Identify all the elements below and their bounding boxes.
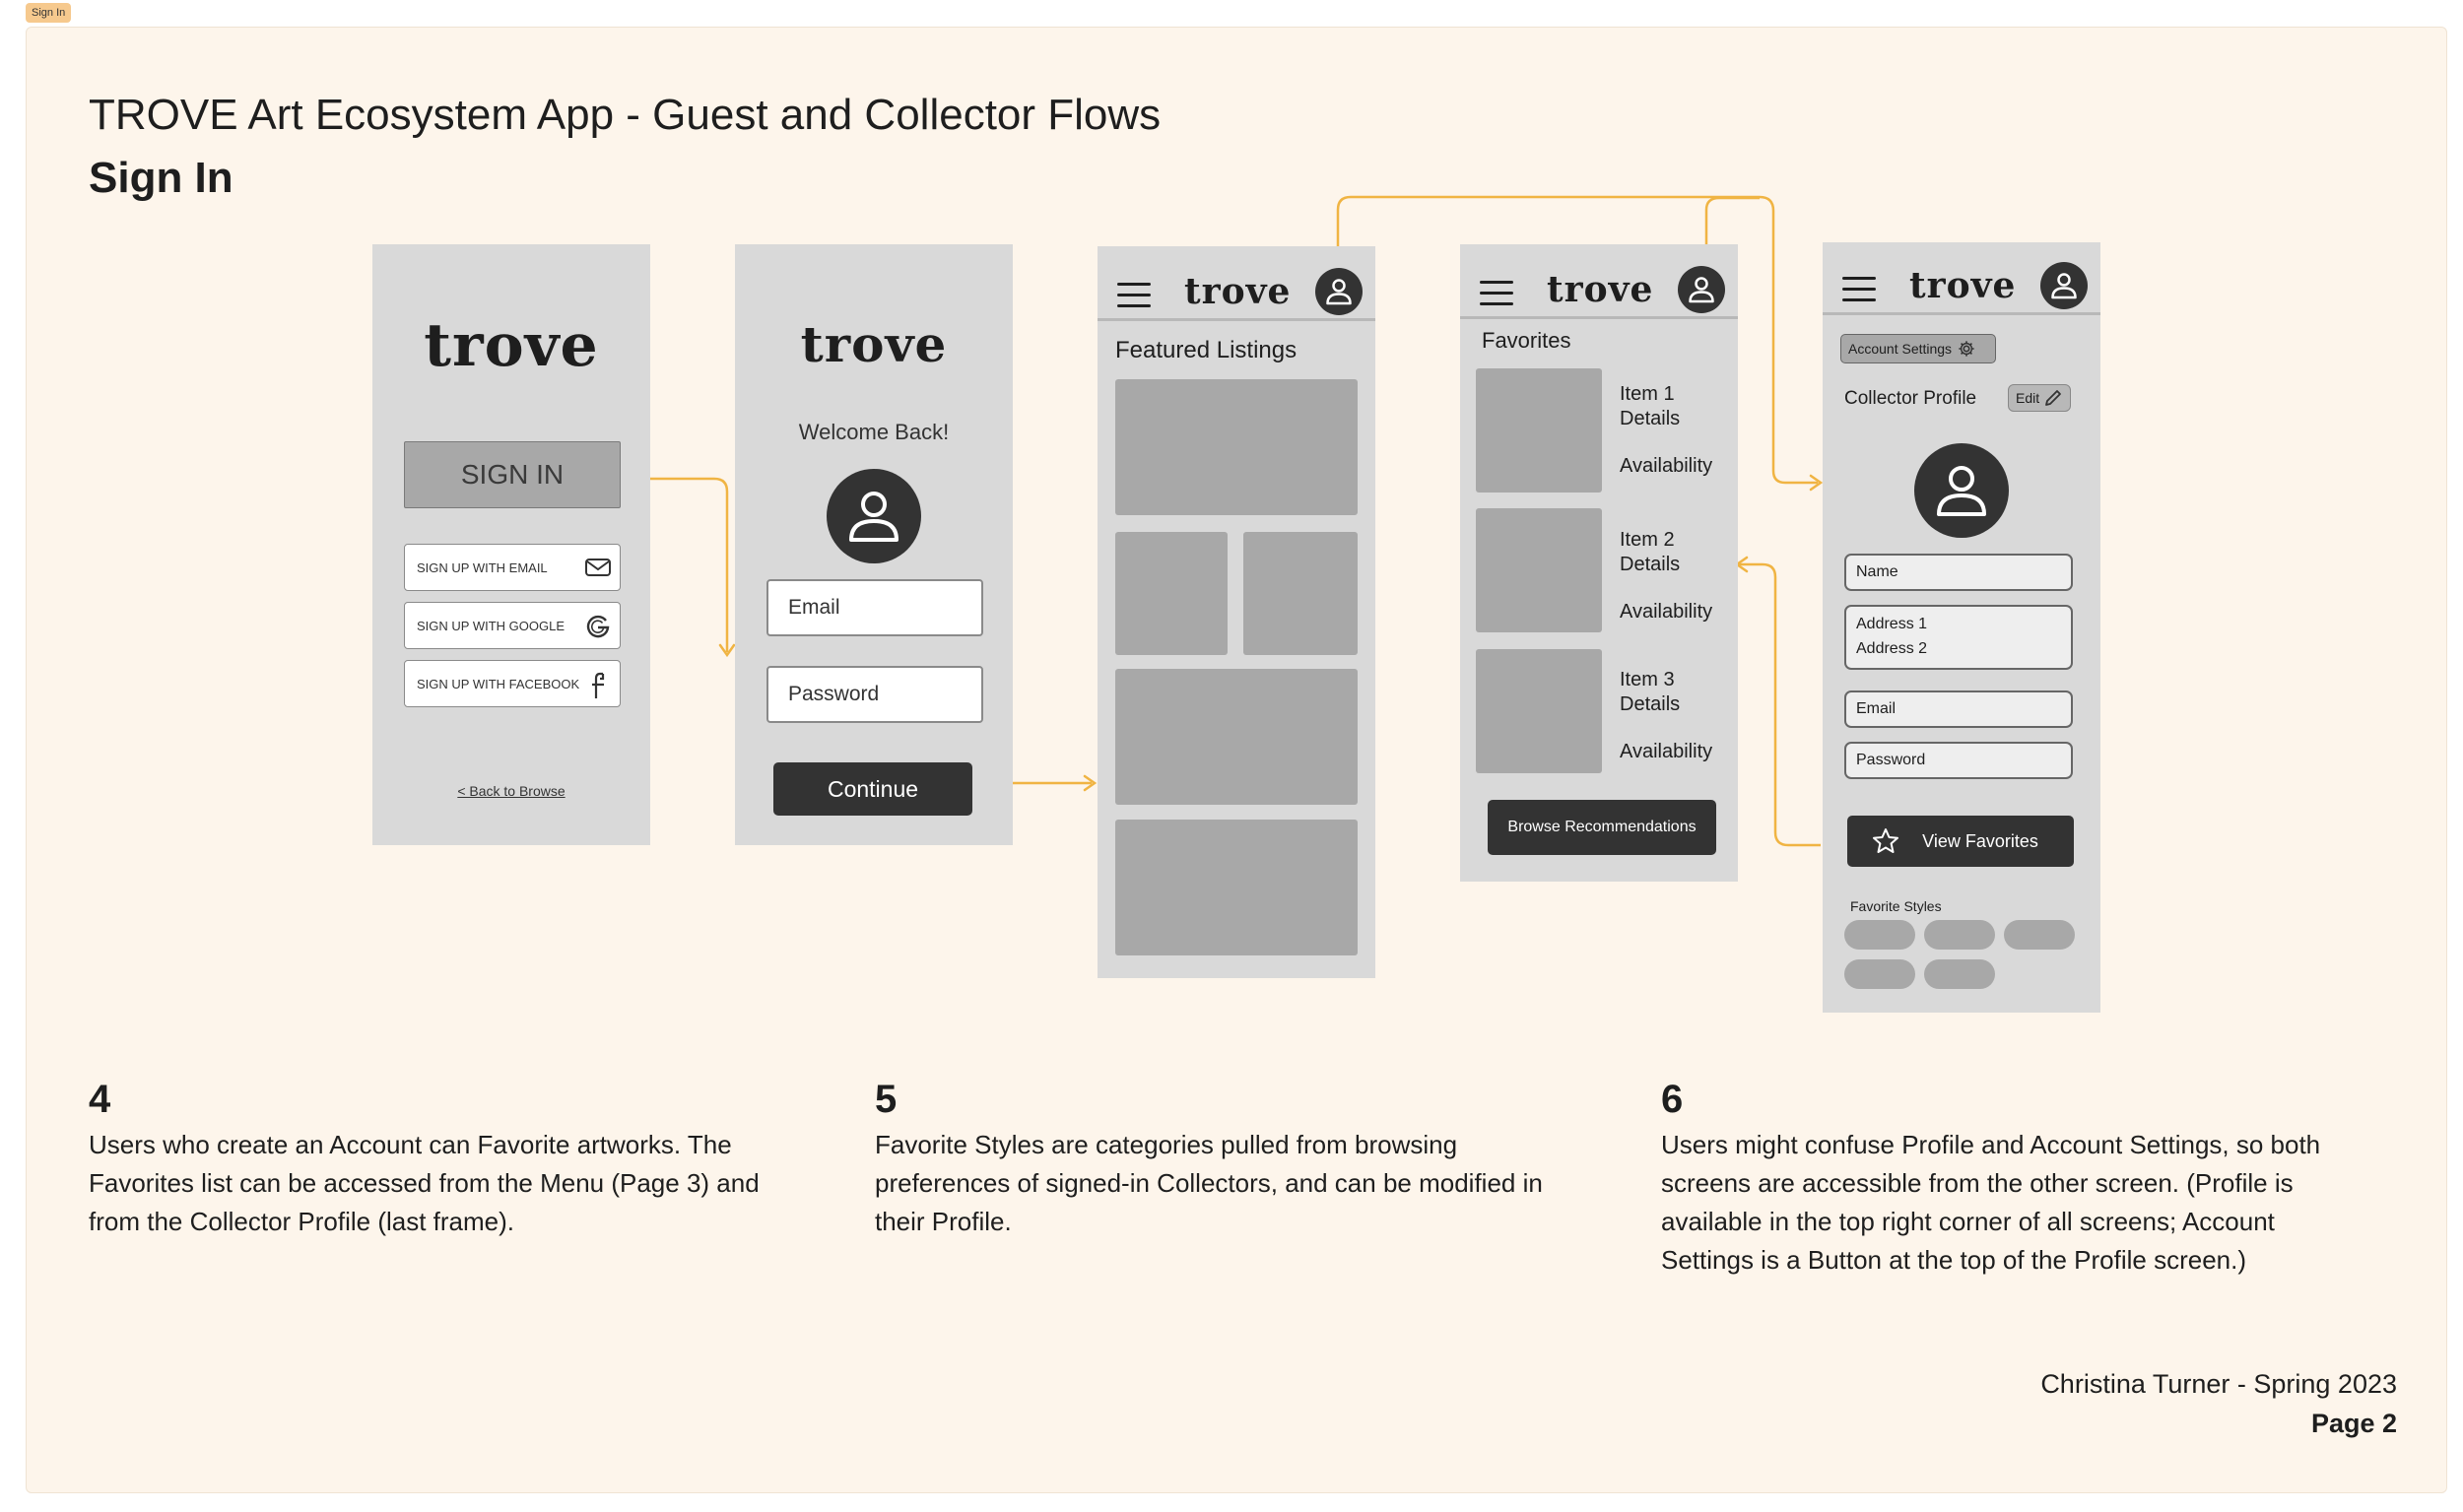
- note-text: Users might confuse Profile and Account Settings, so both screens are accessible from the other screen. (Profile is available in the top right corner of all screens; Account Settings is a Button at the top of the Profile screen.): [1661, 1130, 2321, 1275]
- user-avatar: [827, 469, 921, 563]
- style-chip[interactable]: [1924, 959, 1995, 989]
- user-icon: [1932, 460, 1991, 521]
- edit-profile-button[interactable]: [2008, 384, 2071, 412]
- page-title: TROVE Art Ecosystem App - Guest and Collector Flows: [89, 91, 1162, 139]
- favorite-item-details: Details: [1620, 408, 1681, 429]
- note-text: Favorite Styles are categories pulled from browsing preferences of signed-in Collectors, and can be modified in their Profile.: [875, 1130, 1543, 1236]
- menu-icon[interactable]: [1117, 283, 1151, 308]
- sign-in-button[interactable]: SIGN IN: [404, 441, 621, 508]
- continue-button[interactable]: Continue: [773, 762, 972, 816]
- mail-icon: [584, 555, 612, 580]
- facebook-icon: [588, 671, 612, 700]
- note-number: 6: [1661, 1078, 1684, 1121]
- address-line-2: Address 2: [1856, 640, 1928, 657]
- view-favorites-label: View Favorites: [1922, 830, 2038, 851]
- favorite-item-availability: Availability: [1620, 455, 1713, 477]
- listing-placeholder[interactable]: [1243, 532, 1358, 655]
- edit-label: Edit: [2016, 390, 2040, 406]
- note-number: 4: [89, 1078, 111, 1121]
- signup-facebook-button[interactable]: [404, 660, 621, 707]
- menu-icon[interactable]: [1842, 277, 1876, 302]
- style-chip[interactable]: [1844, 920, 1915, 950]
- note-number: 5: [875, 1078, 898, 1121]
- favorite-item-details: Details: [1620, 554, 1681, 575]
- gear-icon: [1958, 340, 1975, 358]
- favorite-item-title: Item 1: [1620, 383, 1675, 405]
- user-icon: [1324, 276, 1354, 307]
- style-chip[interactable]: [2004, 920, 2075, 950]
- favorite-item-image[interactable]: [1476, 368, 1602, 493]
- google-icon: [584, 613, 612, 640]
- connector-favorites-to-profile: [1706, 198, 1760, 246]
- view-favorites-button[interactable]: [1847, 816, 2074, 867]
- style-chip[interactable]: [1924, 920, 1995, 950]
- signup-google-button[interactable]: [404, 602, 621, 649]
- collector-profile-label: Collector Profile: [1844, 388, 1977, 409]
- favorite-item-title: Item 3: [1620, 669, 1675, 690]
- trove-logo: trove: [800, 315, 948, 373]
- author-credit: Christina Turner - Spring 2023: [2040, 1369, 2397, 1399]
- favorite-styles-label: Favorite Styles: [1850, 898, 1942, 914]
- frame-label: Sign In: [26, 3, 71, 23]
- account-settings-label: Account Settings: [1848, 341, 1953, 357]
- featured-listings-screen: [1098, 246, 1375, 978]
- back-to-browse-link[interactable]: < Back to Browse: [457, 783, 566, 799]
- listing-placeholder[interactable]: [1115, 820, 1358, 955]
- collector-profile-screen: [1823, 242, 2100, 1013]
- connector-profile-to-favorites: [1739, 564, 1821, 845]
- star-icon: [1871, 826, 1900, 856]
- user-icon: [1687, 274, 1716, 305]
- account-settings-button[interactable]: [1840, 334, 1996, 363]
- signup-email-button[interactable]: [404, 544, 621, 591]
- name-field[interactable]: Name: [1844, 554, 2073, 591]
- header-divider: [1460, 316, 1738, 319]
- email-field[interactable]: Email: [1844, 690, 2073, 728]
- signup-email-label: SIGN UP WITH EMAIL: [417, 559, 548, 575]
- password-field[interactable]: Password: [1844, 742, 2073, 779]
- favorite-item-availability: Availability: [1620, 601, 1713, 623]
- profile-button[interactable]: [1315, 268, 1363, 315]
- listing-placeholder[interactable]: [1115, 379, 1358, 515]
- trove-logo: trove: [1909, 265, 2017, 306]
- pencil-icon: [2043, 388, 2063, 408]
- listing-placeholder[interactable]: [1115, 669, 1358, 805]
- favorite-item-details: Details: [1620, 693, 1681, 715]
- note-text: Users who create an Account can Favorite artworks. The Favorites list can be accessed from the Menu (Page 3) and from the Collector Profile (last frame).: [89, 1130, 760, 1236]
- signup-google-label: SIGN UP WITH GOOGLE: [417, 618, 566, 633]
- email-input[interactable]: Email: [766, 579, 983, 636]
- favorite-item-image[interactable]: [1476, 508, 1602, 632]
- signup-facebook-label: SIGN UP WITH FACEBOOK: [417, 676, 580, 691]
- page-number: Page 2: [2310, 1409, 2397, 1438]
- trove-logo: trove: [1184, 271, 1292, 312]
- header-divider: [1098, 318, 1375, 321]
- featured-listings-heading: Featured Listings: [1115, 337, 1298, 363]
- favorite-item-image[interactable]: [1476, 649, 1602, 773]
- profile-button[interactable]: [2040, 262, 2088, 309]
- profile-avatar: [1914, 443, 2009, 538]
- trove-logo: trove: [424, 311, 599, 380]
- user-icon: [844, 486, 903, 547]
- style-chip[interactable]: [1844, 959, 1915, 989]
- signin-screen: [372, 244, 650, 845]
- menu-icon[interactable]: [1480, 281, 1513, 306]
- favorites-heading: Favorites: [1482, 328, 1571, 353]
- favorites-screen: [1460, 244, 1738, 882]
- header-divider: [1823, 312, 2100, 315]
- login-screen: [735, 244, 1013, 845]
- favorite-item-title: Item 2: [1620, 529, 1675, 551]
- address-line-1: Address 1: [1856, 616, 1928, 632]
- address-field[interactable]: [1844, 605, 2073, 670]
- profile-button[interactable]: [1678, 266, 1725, 313]
- section-title: Sign In: [89, 154, 233, 202]
- browse-recommendations-button[interactable]: Browse Recommendations: [1488, 800, 1716, 855]
- user-icon: [2049, 270, 2079, 301]
- welcome-text: Welcome Back!: [798, 420, 950, 444]
- listing-placeholder[interactable]: [1115, 532, 1228, 655]
- connector-signin-to-login: [650, 479, 727, 652]
- favorite-item-availability: Availability: [1620, 741, 1713, 762]
- password-input[interactable]: Password: [766, 666, 983, 723]
- trove-logo: trove: [1547, 269, 1654, 310]
